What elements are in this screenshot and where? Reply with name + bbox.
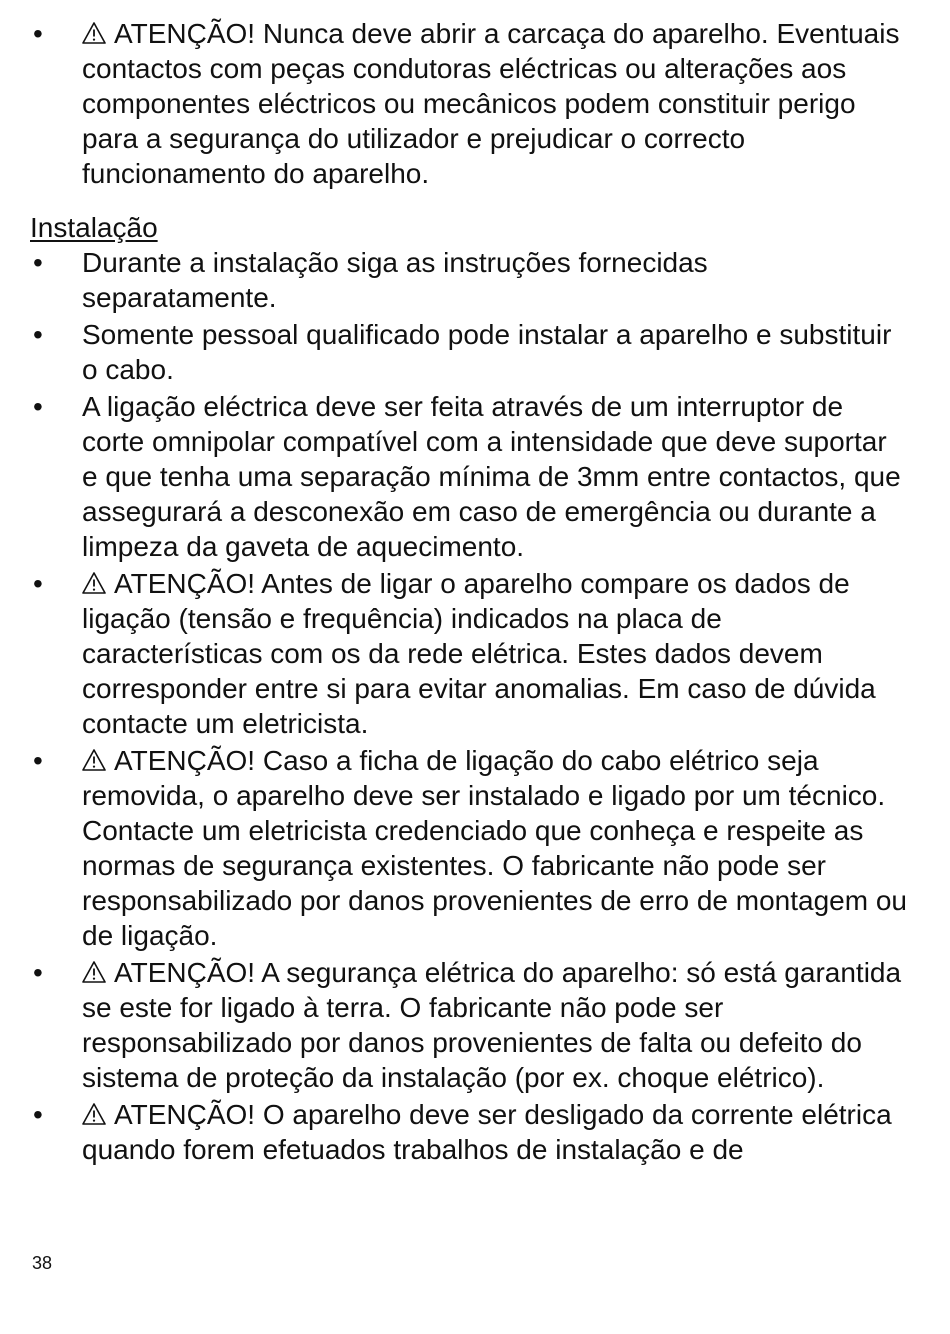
page-number: 38 — [32, 1253, 53, 1273]
bullet-icon: • — [33, 568, 43, 599]
list-item — [30, 566, 910, 741]
warning-lead: ATENÇÃO! — [114, 957, 256, 988]
list-item-text: O aparelho deve ser desligado da corrente elétrica quando forem efetuados trabalhos de instalação e de — [82, 1099, 892, 1165]
list-item — [30, 389, 910, 564]
warning-triangle-icon — [82, 1102, 106, 1126]
list-item-text: Somente pessoal qualificado pode instalar a aparelho e substituir o cabo. — [82, 319, 892, 385]
list-item-text: Nunca deve abrir a carcaça do aparelho. Eventuais contactos com peças condutoras eléctricas ou alterações aos componentes eléctricos ou mecânicos podem constituir perigo para a segurança do utilizador e prejudicar o correcto funcionamento do aparelho. — [82, 18, 900, 189]
warning-lead: ATENÇÃO! — [114, 568, 256, 599]
intro-list — [30, 16, 910, 191]
list-item-text: Antes de ligar o aparelho compare os dados de ligação (tensão e frequência) indicados na placa de características com os da rede elétrica. Estes dados devem corresponder entre si para evitar anomalias. Em caso de dúvida contacte um eletricista. — [82, 568, 876, 739]
warning-lead: ATENÇÃO! — [114, 745, 256, 776]
list-item — [30, 955, 910, 1095]
bullet-icon: • — [33, 391, 43, 422]
installation-section — [30, 200, 910, 1169]
warning-triangle-icon — [82, 21, 106, 45]
warning-triangle-icon — [82, 960, 106, 984]
list-item-text: Durante a instalação siga as instruções fornecidas separatamente. — [82, 247, 708, 313]
list-item — [30, 1097, 910, 1167]
warning-triangle-icon — [82, 571, 106, 595]
list-item-text: A ligação eléctrica deve ser feita através de um interruptor de corte omnipolar compatível com a intensidade que deve suportar e que tenha uma separação mínima de 3mm entre contactos, que assegurará a desconexão em caso de emergência ou durante a limpeza da gaveta de aquecimento. — [82, 391, 901, 562]
list-item — [30, 16, 910, 191]
warning-triangle-icon — [82, 748, 106, 772]
intro-block — [30, 16, 910, 193]
warning-lead: ATENÇÃO! — [114, 18, 256, 49]
bullet-icon: • — [33, 745, 43, 776]
bullet-icon: • — [33, 247, 43, 278]
list-item-text: A segurança elétrica do aparelho: só está garantida se este for ligado à terra. O fabricante não pode ser responsabilizado por danos provenientes de falta ou defeito do sistema de proteção da instalação (por ex. choque elétrico). — [82, 957, 902, 1093]
bullet-icon: • — [33, 1099, 43, 1130]
list-item — [30, 245, 910, 315]
list-item-text: Caso a ficha de ligação do cabo elétrico seja removida, o aparelho deve ser instalado e ligado por um técnico. Contacte um eletricista credenciado que conheça e respeite as normas de segurança existentes. O fabricante não pode ser responsabilizado por danos provenientes de erro de montagem ou de ligação. — [82, 745, 907, 951]
installation-list — [30, 245, 910, 1167]
warning-lead: ATENÇÃO! — [114, 1099, 256, 1130]
bullet-icon: • — [33, 319, 43, 350]
section-heading: Instalação — [30, 212, 158, 243]
list-item — [30, 317, 910, 387]
list-item — [30, 743, 910, 953]
bullet-icon: • — [33, 957, 43, 988]
bullet-icon: • — [33, 18, 43, 49]
